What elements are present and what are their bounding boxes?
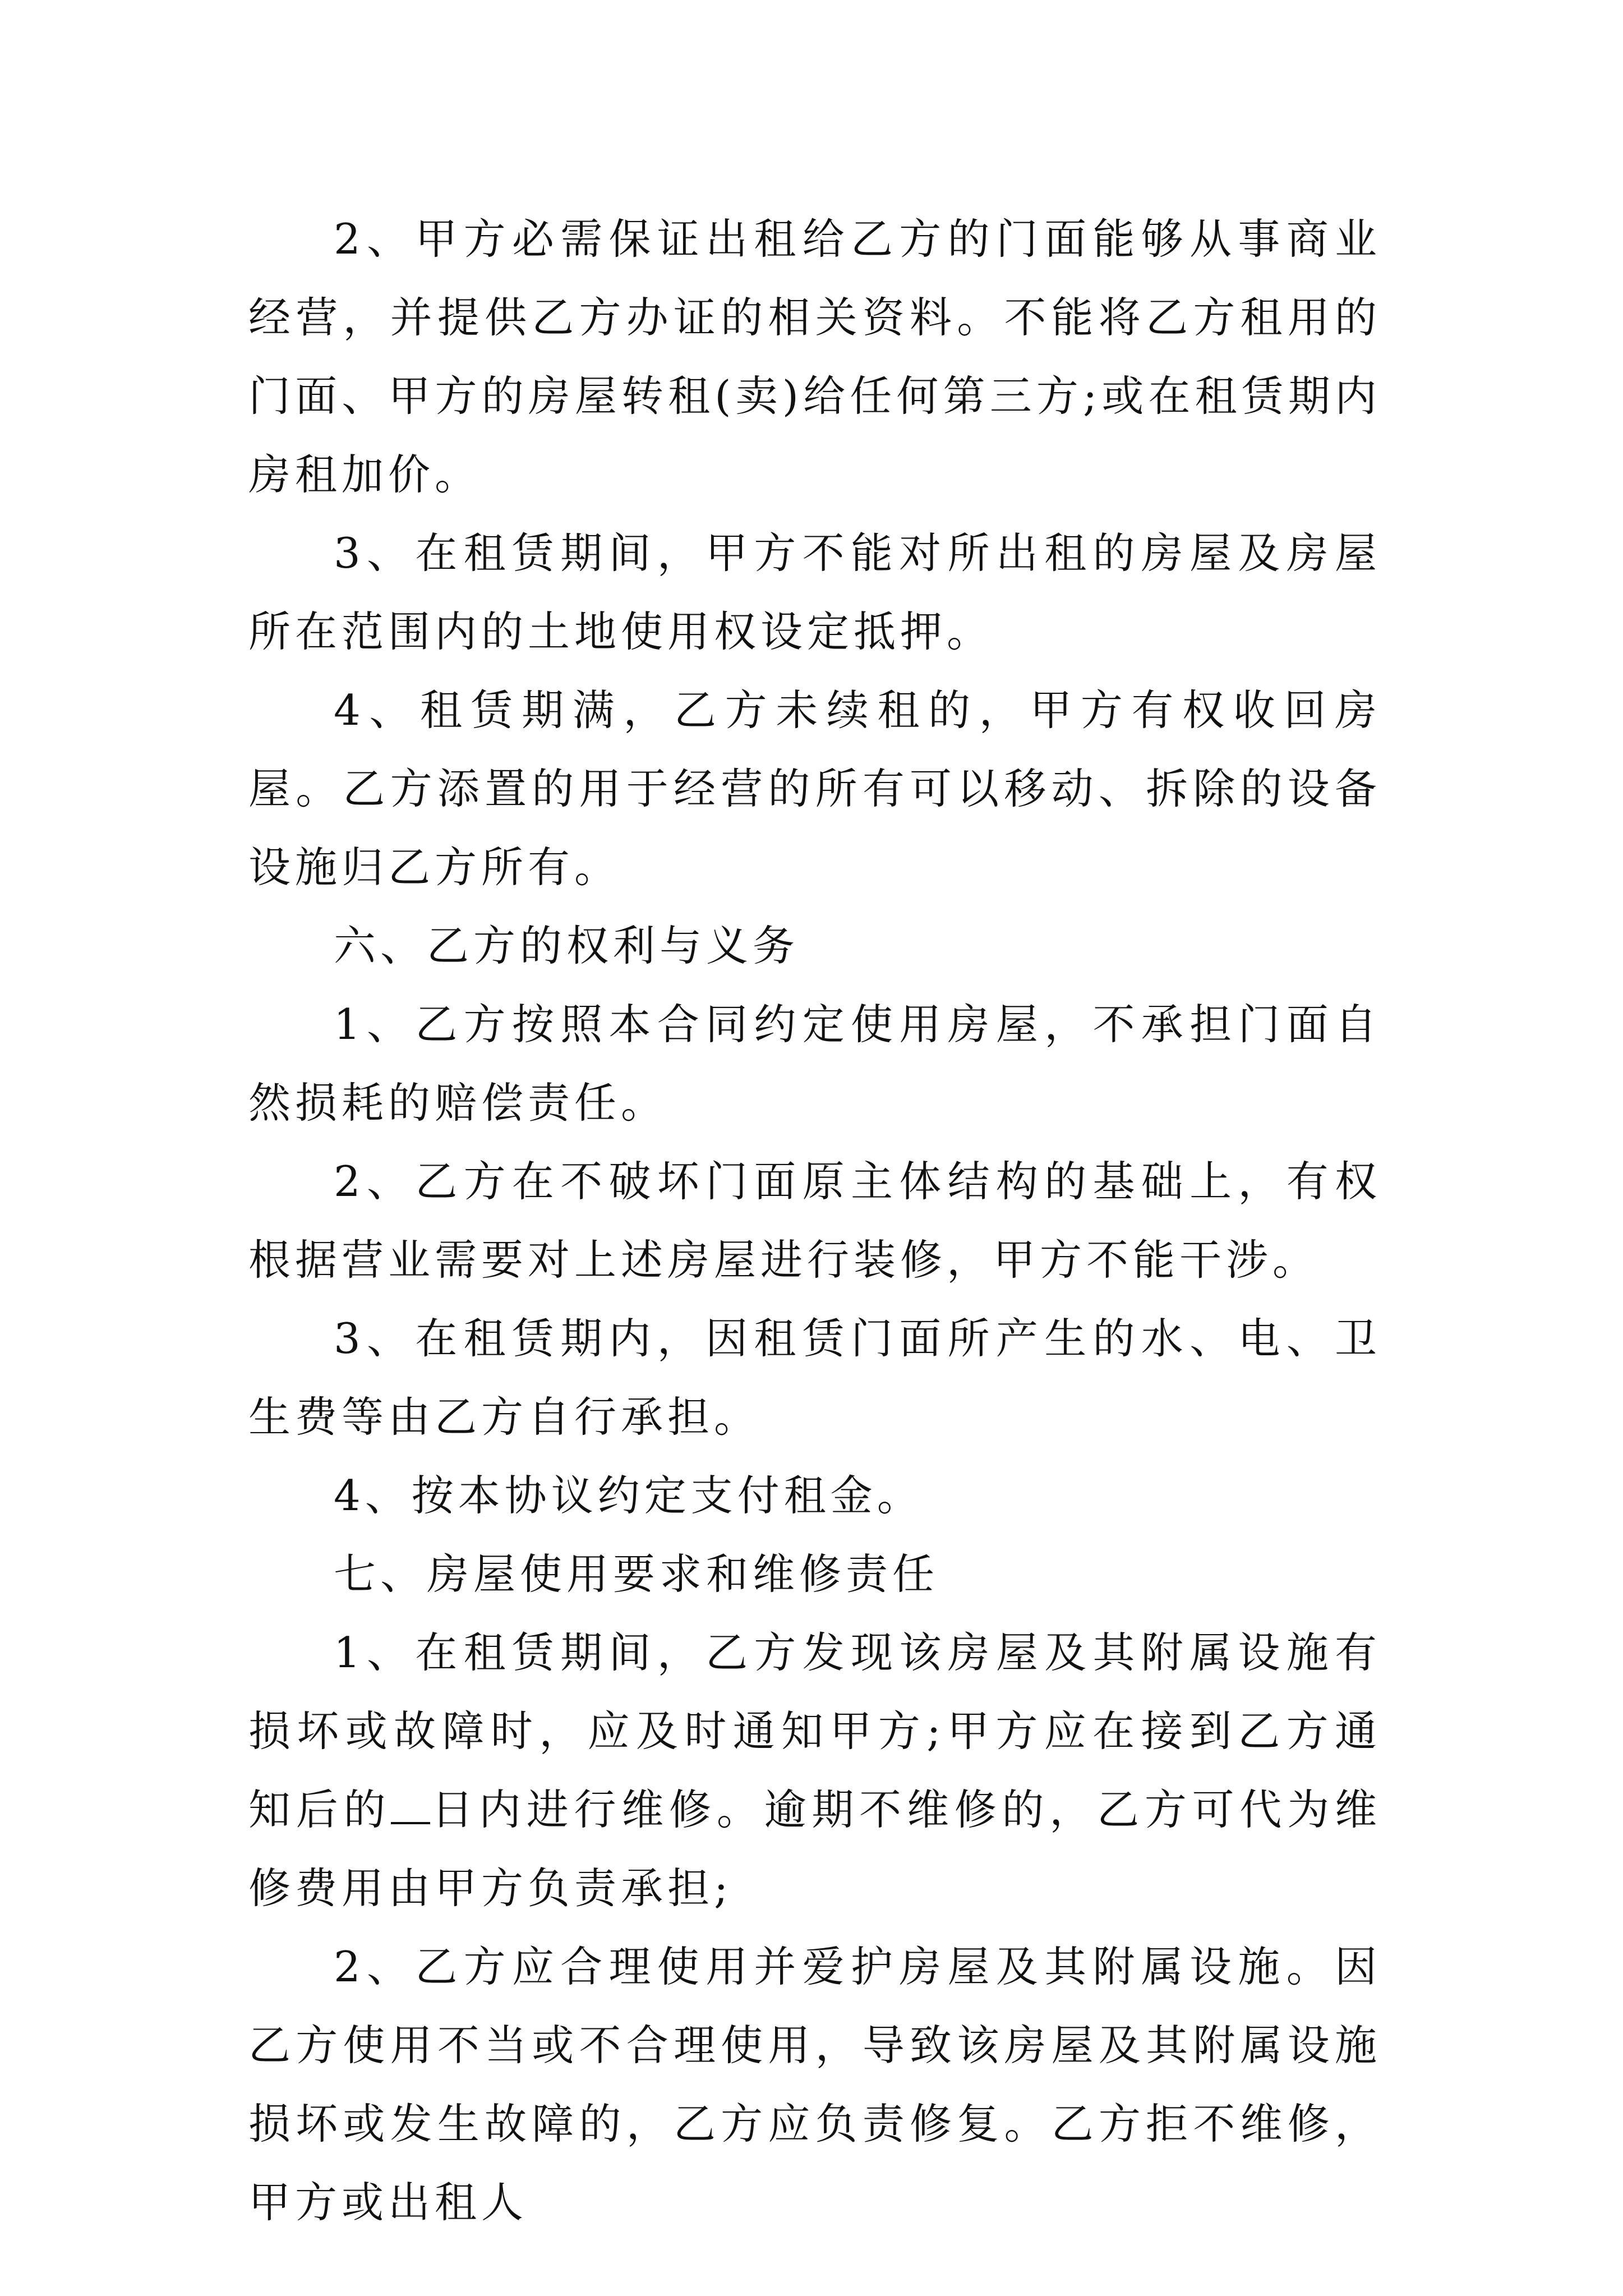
section-heading-tenant-rights: 六、乙方的权利与义务	[334, 921, 800, 970]
clause-repair-1	[248, 1613, 1381, 1927]
clause-landlord-4: 4、租赁期满，乙方未续租的，甲方有权收回房屋。乙方添置的用于经营的所有可以移动、拆除的设备设施归乙方所有。	[248, 685, 1381, 892]
contract-text	[248, 200, 1381, 2242]
clause-landlord-3: 3、在租赁期间，甲方不能对所出租的房屋及房屋所在范围内的土地使用权设定抵押。	[248, 528, 1381, 656]
clause-tenant-4: 4、按本协议约定支付租金。	[334, 1471, 924, 1520]
repair-clause-text-after: 日内进行维修。逾期不维修的，乙方可代为维修费用由甲方负责承担;	[248, 1785, 1381, 1913]
repair-clause-text-before: 1、在租赁期间，乙方发现该房屋及其附属设施有损坏或故障时，应及时通知甲方;甲方应在接到乙方通知后的	[248, 1628, 1381, 1834]
clause-tenant-3: 3、在租赁期内，因租赁门面所产生的水、电、卫生费等由乙方自行承担。	[248, 1314, 1381, 1442]
clause-landlord-2: 2、甲方必需保证出租给乙方的门面能够从事商业经营，并提供乙方办证的相关资料。不能将乙方租用的门面、甲方的房屋转租(卖)给任何第三方;或在租赁期内房租加价。	[248, 214, 1381, 499]
clause-tenant-2: 2、乙方在不破坏门面原主体结构的基础上，有权根据营业需要对上述房屋进行装修，甲方不能干涉。	[248, 1157, 1381, 1285]
clause-repair-2: 2、乙方应合理使用并爱护房屋及其附属设施。因乙方使用不当或不合理使用，导致该房屋及其附属设施损坏或发生故障的，乙方应负责修复。乙方拒不维修，甲方或出租人	[248, 1942, 1381, 2227]
section-heading-usage-repair: 七、房屋使用要求和维修责任	[334, 1549, 939, 1599]
clause-tenant-1: 1、乙方按照本合同约定使用房屋，不承担门面自然损耗的赔偿责任。	[248, 1000, 1381, 1128]
fill-in-blank	[391, 1788, 430, 1824]
